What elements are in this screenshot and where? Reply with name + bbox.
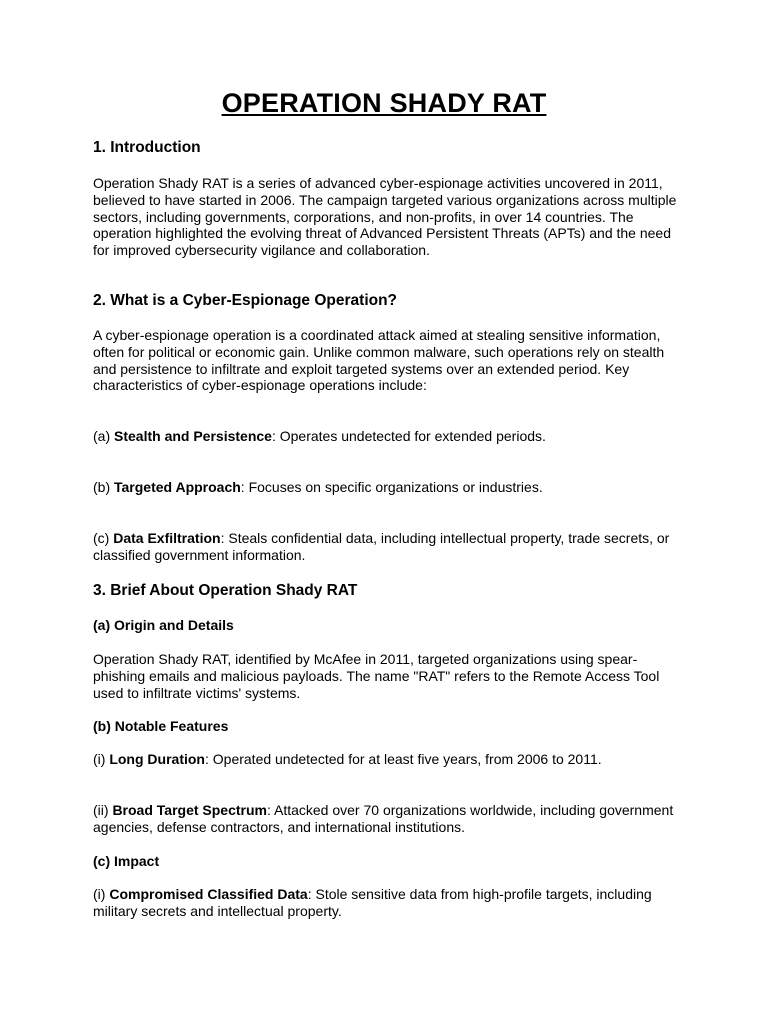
item-prefix: (b) (93, 479, 114, 495)
document-title: OPERATION SHADY RAT (221, 88, 547, 118)
what-is-paragraph: A cyber-espionage operation is a coordinated attack aimed at stealing sensitive information, often for political or economic gain. Unlike common malware, such operations rely on stealth and persistence to infiltrate and exploit targeted systems over an extended period. Key characteristics of cyber-espionage operations include: (93, 327, 665, 394)
item-prefix: (i) (93, 751, 110, 767)
characteristic-item (93, 428, 683, 445)
item-text: : Operated undetected for at least five years, from 2006 to 2011. (204, 751, 602, 767)
item-prefix: (ii) (93, 802, 113, 818)
item-prefix: (i) (93, 886, 110, 902)
feature-item (93, 802, 683, 836)
characteristic-item (93, 479, 683, 496)
impact-item (93, 886, 683, 920)
section-heading-introduction: 1. Introduction (93, 139, 201, 156)
subheading-origin: (a) Origin and Details (93, 617, 234, 633)
item-term: Broad Target Spectrum (112, 802, 267, 818)
item-prefix: (a) (93, 428, 114, 444)
introduction-paragraph: Operation Shady RAT is a series of advanced cyber-espionage activities uncovered in 2011, believed to have started in 2006. The campaign targeted various organizations across multiple sectors, including governments, corporations, and non-profits, in over 14 countries. The operation highlighted the evolving threat of Advanced Persistent Threats (APTs) and the need for improved cybersecurity vigilance and collaboration. (93, 175, 677, 259)
item-term: Targeted Approach (114, 479, 241, 495)
subheading-impact: (c) Impact (93, 853, 160, 869)
item-text: : Focuses on specific organizations or industries. (240, 479, 543, 495)
item-prefix: (c) (93, 530, 114, 546)
item-text: : Operates undetected for extended periods. (271, 428, 546, 444)
origin-paragraph: Operation Shady RAT, identified by McAfee in 2011, targeted organizations using spear-phishing emails and malicious payloads. The name "RAT" refers to the Remote Access Tool used to infiltrate victims' systems. (93, 651, 660, 701)
item-text: : Stole sensitive data from high-profile targets, including military secrets and intellectual property. (93, 886, 652, 919)
item-text: : Attacked over 70 organizations worldwide, including government agencies, defense contractors, and international institutions. (93, 802, 674, 835)
feature-item (93, 751, 683, 768)
item-text: : Steals confidential data, including intellectual property, trade secrets, or classified government information. (93, 530, 670, 563)
item-term: Data Exfiltration (113, 530, 221, 546)
section-heading-what-is: 2. What is a Cyber-Espionage Operation? (93, 292, 398, 309)
section-heading-brief: 3. Brief About Operation Shady RAT (93, 582, 358, 599)
item-term: Stealth and Persistence (114, 428, 272, 444)
subheading-notable-features: (b) Notable Features (93, 718, 229, 734)
characteristic-item (93, 530, 683, 564)
item-term: Long Duration (109, 751, 205, 767)
item-term: Compromised Classified Data (109, 886, 308, 902)
